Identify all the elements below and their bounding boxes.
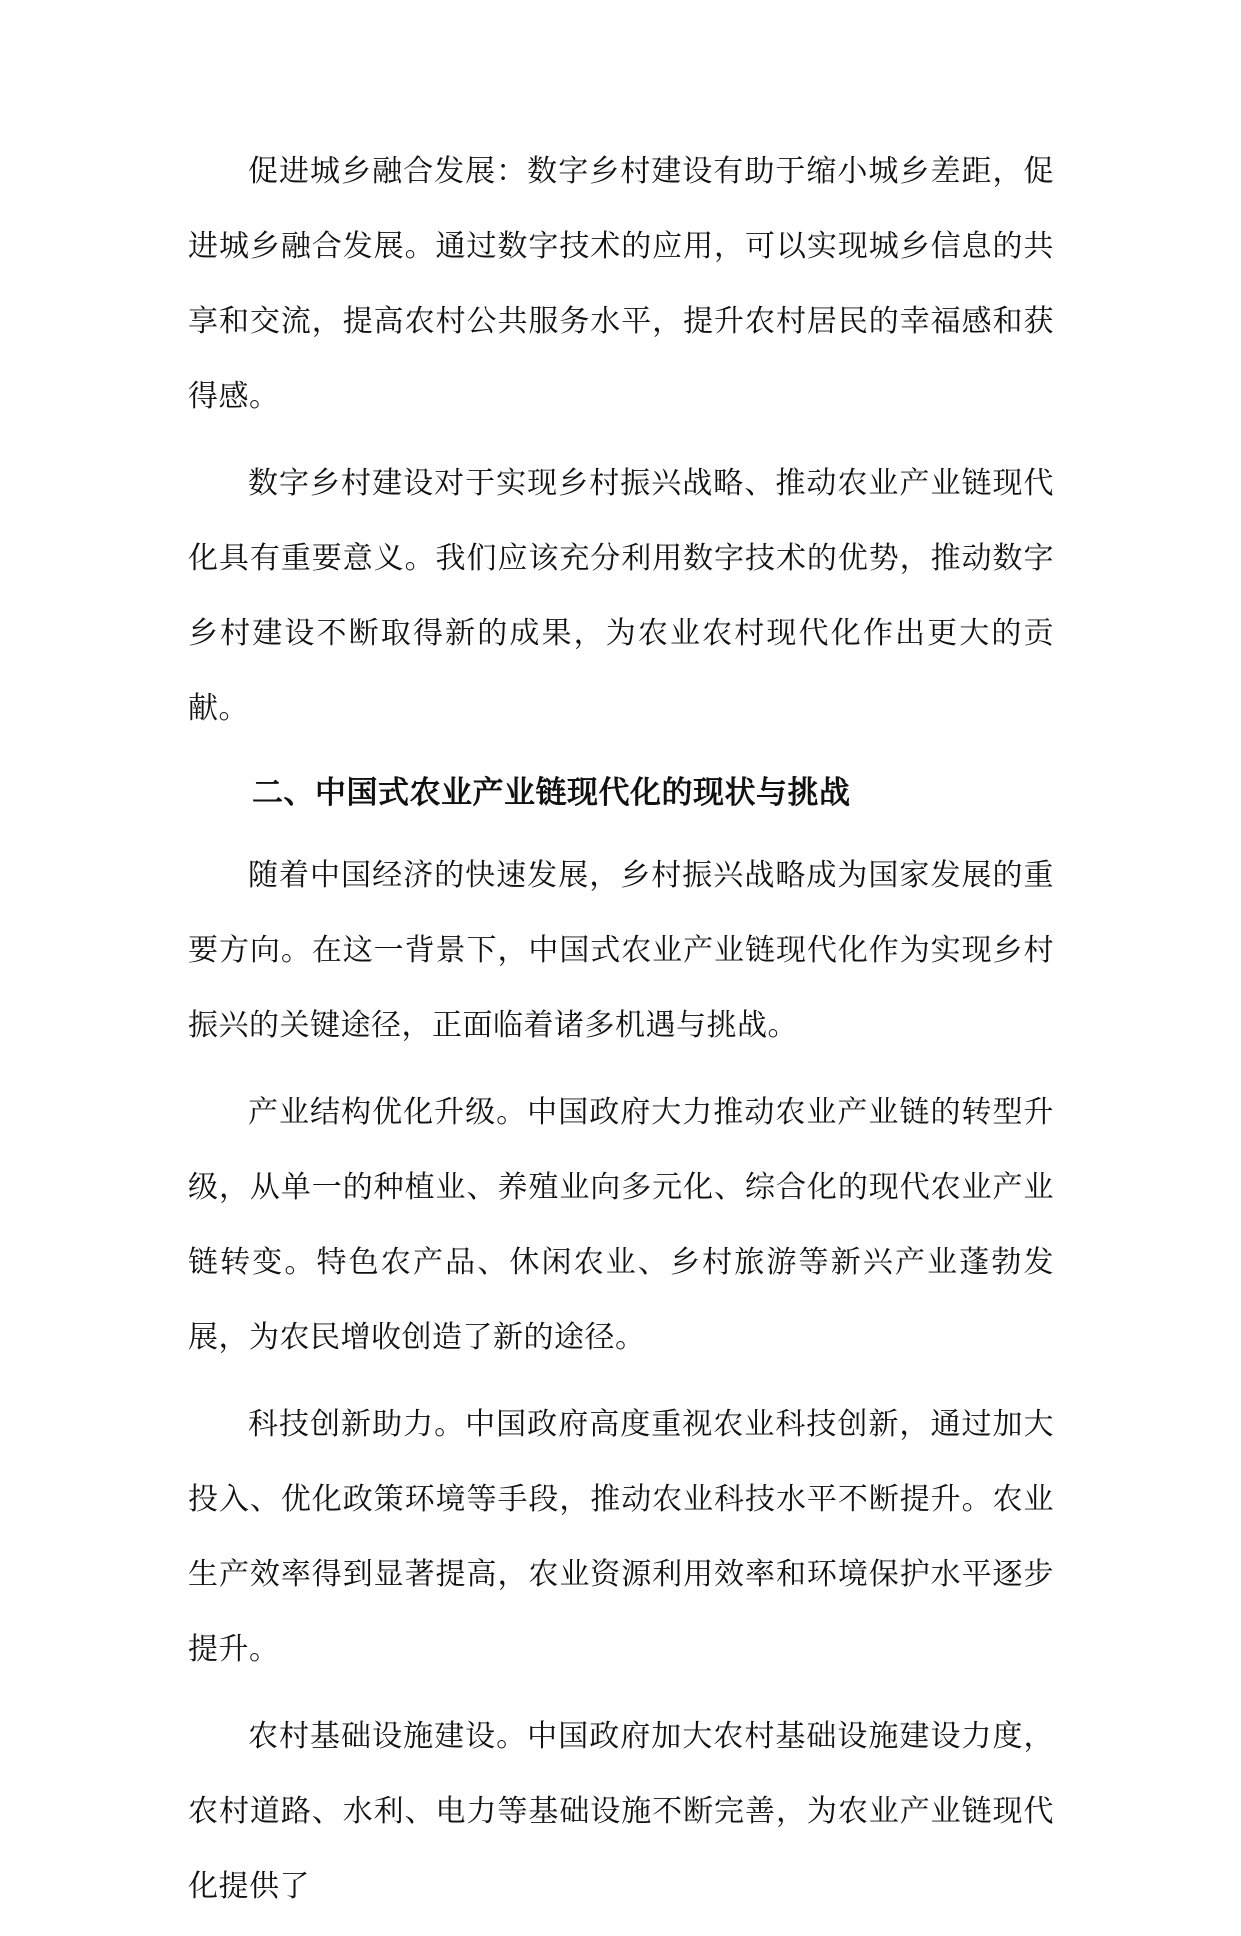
document-body: [188, 134, 1054, 1936]
body-paragraph: 产业结构优化升级。中国政府大力推动农业产业链的转型升级，从单一的种植业、养殖业向多元化、综合化的现代农业产业链转变。特色农产品、休闲农业、乡村旅游等新兴产业蓬勃发展，为农民增收创造了新的途径。: [188, 1095, 1054, 1355]
body-paragraph: 促进城乡融合发展：数字乡村建设有助于缩小城乡差距，促进城乡融合发展。通过数字技术的应用，可以实现城乡信息的共享和交流，提高农村公共服务水平，提升农村居民的幸福感和获得感。: [188, 154, 1054, 414]
body-paragraph: 数字乡村建设对于实现乡村振兴战略、推动农业产业链现代化具有重要意义。我们应该充分利用数字技术的优势，推动数字乡村建设不断取得新的成果，为农业农村现代化作出更大的贡献。: [188, 466, 1054, 726]
body-paragraph: 随着中国经济的快速发展，乡村振兴战略成为国家发展的重要方向。在这一背景下，中国式农业产业链现代化作为实现乡村振兴的关键途径，正面临着诸多机遇与挑战。: [188, 858, 1054, 1043]
body-paragraph: 科技创新助力。中国政府高度重视农业科技创新，通过加大投入、优化政策环境等手段，推动农业科技水平不断提升。农业生产效率得到显著提高，农业资源利用效率和环境保护水平逐步提升。: [188, 1407, 1054, 1667]
body-paragraph: 农村基础设施建设。中国政府加大农村基础设施建设力度，农村道路、水利、电力等基础设施不断完善，为农业产业链现代化提供了: [188, 1719, 1054, 1904]
section-heading: 二、中国式农业产业链现代化的现状与挑战: [252, 775, 851, 811]
